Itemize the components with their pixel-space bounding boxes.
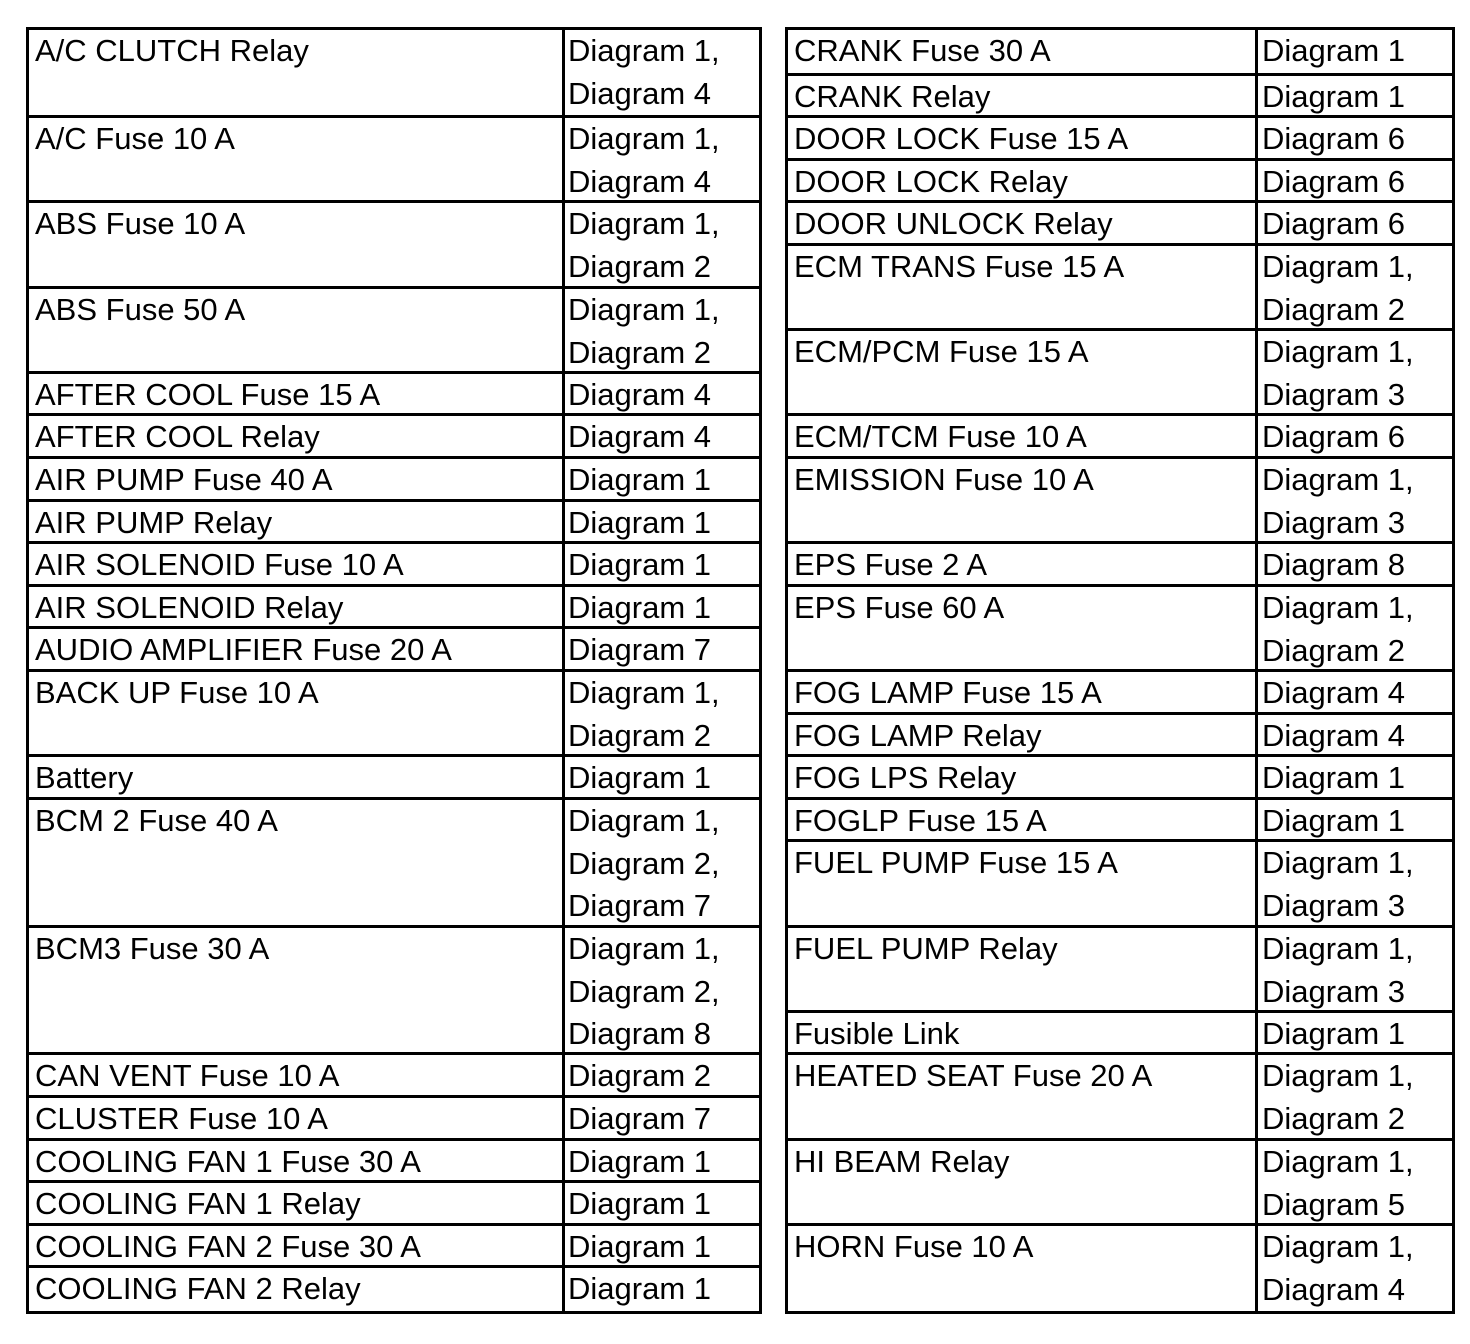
component-name: AIR PUMP Fuse 40 A — [35, 462, 333, 497]
diagram-ref: Diagram 1, — [568, 675, 720, 710]
diagram-refs — [1262, 800, 1405, 843]
component-name: FOGLP Fuse 15 A — [794, 803, 1047, 838]
table-row — [788, 1138, 1452, 1223]
diagram-refs — [568, 587, 711, 630]
diagram-ref: Diagram 4 — [1262, 1271, 1405, 1307]
component-name: HEATED SEAT Fuse 20 A — [794, 1058, 1153, 1093]
component-name: ECM TRANS Fuse 15 A — [794, 249, 1125, 284]
component-name: DOOR LOCK Fuse 15 A — [794, 121, 1129, 156]
component-name: ABS Fuse 50 A — [35, 292, 246, 327]
diagram-refs — [1262, 459, 1414, 544]
left-index-table — [26, 27, 762, 1314]
diagram-ref: Diagram 1, — [1262, 845, 1414, 880]
table-row — [29, 30, 759, 115]
component-name: Fusible Link — [794, 1016, 960, 1051]
component-name: CLUSTER Fuse 10 A — [35, 1101, 328, 1136]
component-name: CRANK Fuse 30 A — [794, 33, 1051, 68]
component-name: ECM/TCM Fuse 10 A — [794, 419, 1087, 454]
component-name: DOOR UNLOCK Relay — [794, 206, 1113, 241]
component-name: FOG LAMP Fuse 15 A — [794, 675, 1102, 710]
diagram-ref: Diagram 1 — [1262, 760, 1405, 795]
diagram-refs — [1262, 544, 1405, 587]
diagram-ref: Diagram 4 — [568, 419, 711, 454]
diagram-ref: Diagram 2 — [1262, 291, 1405, 327]
diagram-refs — [568, 416, 711, 459]
diagram-refs — [568, 1141, 711, 1184]
component-name: ECM/PCM Fuse 15 A — [794, 334, 1089, 369]
diagram-ref: Diagram 7 — [568, 888, 711, 924]
diagram-refs — [1262, 587, 1414, 672]
component-name: HI BEAM Relay — [794, 1144, 1010, 1179]
component-name: COOLING FAN 2 Relay — [35, 1271, 361, 1306]
table-row — [788, 243, 1452, 328]
diagram-ref: Diagram 1 — [1262, 79, 1405, 114]
diagram-ref: Diagram 4 — [1262, 718, 1405, 753]
table-row — [29, 499, 759, 542]
diagram-ref: Diagram 3 — [1262, 504, 1405, 540]
diagram-ref: Diagram 4 — [568, 377, 711, 412]
table-row — [788, 925, 1452, 1010]
component-name: COOLING FAN 1 Fuse 30 A — [35, 1144, 421, 1179]
diagram-refs — [1262, 842, 1414, 927]
component-name: ABS Fuse 10 A — [35, 206, 246, 241]
diagram-refs — [1262, 331, 1414, 416]
diagram-ref: Diagram 5 — [1262, 1186, 1405, 1222]
diagram-ref: Diagram 6 — [1262, 419, 1405, 454]
diagram-ref: Diagram 4 — [1262, 675, 1405, 710]
diagram-refs — [1262, 715, 1405, 758]
diagram-refs — [568, 1183, 711, 1226]
table-row — [29, 456, 759, 499]
component-name: CAN VENT Fuse 10 A — [35, 1058, 340, 1093]
component-name: A/C Fuse 10 A — [35, 121, 235, 156]
table-row — [29, 1180, 759, 1223]
table-row — [29, 286, 759, 371]
diagram-ref: Diagram 3 — [1262, 887, 1405, 923]
diagram-ref: Diagram 2 — [568, 1058, 711, 1093]
diagram-ref: Diagram 1 — [568, 505, 711, 540]
diagram-refs — [568, 1098, 711, 1141]
diagram-refs — [1262, 203, 1405, 246]
diagram-ref: Diagram 1 — [568, 1144, 711, 1179]
diagram-ref: Diagram 8 — [1262, 547, 1405, 582]
component-name: CRANK Relay — [794, 79, 991, 114]
component-name: HORN Fuse 10 A — [794, 1229, 1034, 1264]
diagram-ref: Diagram 2 — [568, 248, 711, 284]
diagram-ref: Diagram 1, — [1262, 931, 1414, 966]
component-name: EPS Fuse 60 A — [794, 590, 1005, 625]
table-row — [788, 584, 1452, 669]
table-row — [29, 371, 759, 414]
diagram-ref: Diagram 1 — [568, 1229, 711, 1264]
diagram-refs — [1262, 246, 1414, 331]
table-row — [788, 797, 1452, 840]
component-name: AIR SOLENOID Relay — [35, 590, 344, 625]
table-row — [788, 1223, 1452, 1308]
diagram-ref: Diagram 6 — [1262, 206, 1405, 241]
table-row — [788, 115, 1452, 158]
diagram-ref: Diagram 1 — [568, 590, 711, 625]
table-row — [788, 200, 1452, 243]
component-name: DOOR LOCK Relay — [794, 164, 1068, 199]
table-row — [29, 1223, 759, 1266]
component-name: FOG LAMP Relay — [794, 718, 1042, 753]
component-name: AFTER COOL Fuse 15 A — [35, 377, 381, 412]
table-row — [788, 1052, 1452, 1137]
diagram-ref: Diagram 2 — [1262, 1100, 1405, 1136]
component-name: EPS Fuse 2 A — [794, 547, 987, 582]
table-row — [29, 1052, 759, 1095]
diagram-ref: Diagram 1, — [1262, 1058, 1414, 1093]
diagram-refs — [1262, 757, 1405, 800]
diagram-refs — [568, 203, 720, 288]
table-row — [29, 754, 759, 797]
table-row — [788, 541, 1452, 584]
table-row — [788, 328, 1452, 413]
diagram-refs — [1262, 1141, 1414, 1226]
component-name: COOLING FAN 2 Fuse 30 A — [35, 1229, 421, 1264]
diagram-ref: Diagram 1 — [568, 547, 711, 582]
component-name: BCM3 Fuse 30 A — [35, 931, 270, 966]
diagram-refs — [568, 118, 720, 203]
diagram-ref: Diagram 1 — [1262, 33, 1405, 68]
table-row — [788, 712, 1452, 755]
diagram-ref: Diagram 1, — [1262, 334, 1414, 369]
diagram-ref: Diagram 4 — [568, 163, 711, 199]
diagram-refs — [1262, 76, 1405, 119]
component-name: AIR SOLENOID Fuse 10 A — [35, 547, 404, 582]
diagram-ref: Diagram 1, — [568, 931, 720, 966]
diagram-ref: Diagram 8 — [568, 1016, 711, 1052]
diagram-ref: Diagram 1, — [1262, 1229, 1414, 1264]
diagram-refs — [568, 1268, 711, 1311]
diagram-refs — [568, 757, 711, 800]
diagram-refs — [568, 1226, 711, 1269]
table-row — [788, 30, 1452, 73]
table-row — [29, 413, 759, 456]
diagram-ref: Diagram 1, — [1262, 462, 1414, 497]
diagram-ref: Diagram 3 — [1262, 376, 1405, 412]
table-row — [788, 413, 1452, 456]
diagram-ref: Diagram 4 — [568, 75, 711, 111]
diagram-refs — [568, 544, 711, 587]
diagram-ref: Diagram 7 — [568, 1101, 711, 1136]
diagram-ref: Diagram 1 — [1262, 1016, 1405, 1051]
component-name: FOG LPS Relay — [794, 760, 1017, 795]
table-row — [29, 925, 759, 1053]
table-row — [788, 1010, 1452, 1053]
table-row — [788, 456, 1452, 541]
diagram-ref: Diagram 1 — [1262, 803, 1405, 838]
diagram-ref: Diagram 2, — [568, 973, 720, 1009]
diagram-refs — [1262, 416, 1405, 459]
diagram-ref: Diagram 2 — [568, 717, 711, 753]
component-name: FUEL PUMP Relay — [794, 931, 1058, 966]
table-row — [29, 797, 759, 925]
table-row — [788, 158, 1452, 201]
diagram-refs — [1262, 118, 1405, 161]
diagram-ref: Diagram 2 — [1262, 632, 1405, 668]
diagram-ref: Diagram 1, — [1262, 249, 1414, 284]
diagram-refs — [568, 502, 711, 545]
diagram-ref: Diagram 7 — [568, 632, 711, 667]
component-name: Battery — [35, 760, 134, 795]
component-name: A/C CLUTCH Relay — [35, 33, 309, 68]
diagram-ref: Diagram 1, — [568, 206, 720, 241]
diagram-ref: Diagram 2, — [568, 845, 720, 881]
diagram-refs — [568, 289, 720, 374]
diagram-refs — [568, 672, 720, 757]
diagram-ref: Diagram 1, — [568, 803, 720, 838]
component-name: FUEL PUMP Fuse 15 A — [794, 845, 1118, 880]
diagram-ref: Diagram 6 — [1262, 121, 1405, 156]
diagram-ref: Diagram 1 — [568, 462, 711, 497]
diagram-refs — [568, 30, 720, 115]
table-row — [29, 200, 759, 285]
component-name: COOLING FAN 1 Relay — [35, 1186, 361, 1221]
table-row — [29, 115, 759, 200]
diagram-refs — [568, 629, 711, 672]
diagram-ref: Diagram 1 — [568, 760, 711, 795]
diagram-refs — [568, 459, 711, 502]
component-name: AFTER COOL Relay — [35, 419, 320, 454]
diagram-refs — [568, 928, 720, 1056]
diagram-refs — [1262, 1013, 1405, 1056]
diagram-refs — [568, 800, 720, 928]
diagram-refs — [568, 1055, 711, 1098]
diagram-ref: Diagram 1, — [568, 33, 720, 68]
diagram-ref: Diagram 6 — [1262, 164, 1405, 199]
table-row — [29, 1265, 759, 1308]
table-row — [788, 839, 1452, 924]
table-row — [788, 73, 1452, 116]
table-row — [29, 1095, 759, 1138]
component-name: AIR PUMP Relay — [35, 505, 273, 540]
right-index-table — [785, 27, 1455, 1314]
table-row — [29, 1138, 759, 1181]
diagram-refs — [1262, 1226, 1414, 1311]
component-name: AUDIO AMPLIFIER Fuse 20 A — [35, 632, 452, 667]
diagram-refs — [1262, 161, 1405, 204]
table-row — [29, 626, 759, 669]
table-row — [29, 541, 759, 584]
diagram-ref: Diagram 1, — [1262, 590, 1414, 625]
diagram-ref: Diagram 1, — [1262, 1144, 1414, 1179]
diagram-ref: Diagram 3 — [1262, 973, 1405, 1009]
table-row — [29, 584, 759, 627]
diagram-ref: Diagram 2 — [568, 334, 711, 370]
table-row — [788, 754, 1452, 797]
diagram-refs — [1262, 30, 1405, 73]
component-name: BACK UP Fuse 10 A — [35, 675, 319, 710]
diagram-ref: Diagram 1 — [568, 1271, 711, 1306]
diagram-ref: Diagram 1, — [568, 292, 720, 327]
diagram-refs — [1262, 928, 1414, 1013]
diagram-refs — [568, 374, 711, 417]
component-name: BCM 2 Fuse 40 A — [35, 803, 278, 838]
table-row — [788, 669, 1452, 712]
diagram-refs — [1262, 1055, 1414, 1140]
diagram-ref: Diagram 1, — [568, 121, 720, 156]
component-name: EMISSION Fuse 10 A — [794, 462, 1094, 497]
diagram-ref: Diagram 1 — [568, 1186, 711, 1221]
table-row — [29, 669, 759, 754]
diagram-refs — [1262, 672, 1405, 715]
